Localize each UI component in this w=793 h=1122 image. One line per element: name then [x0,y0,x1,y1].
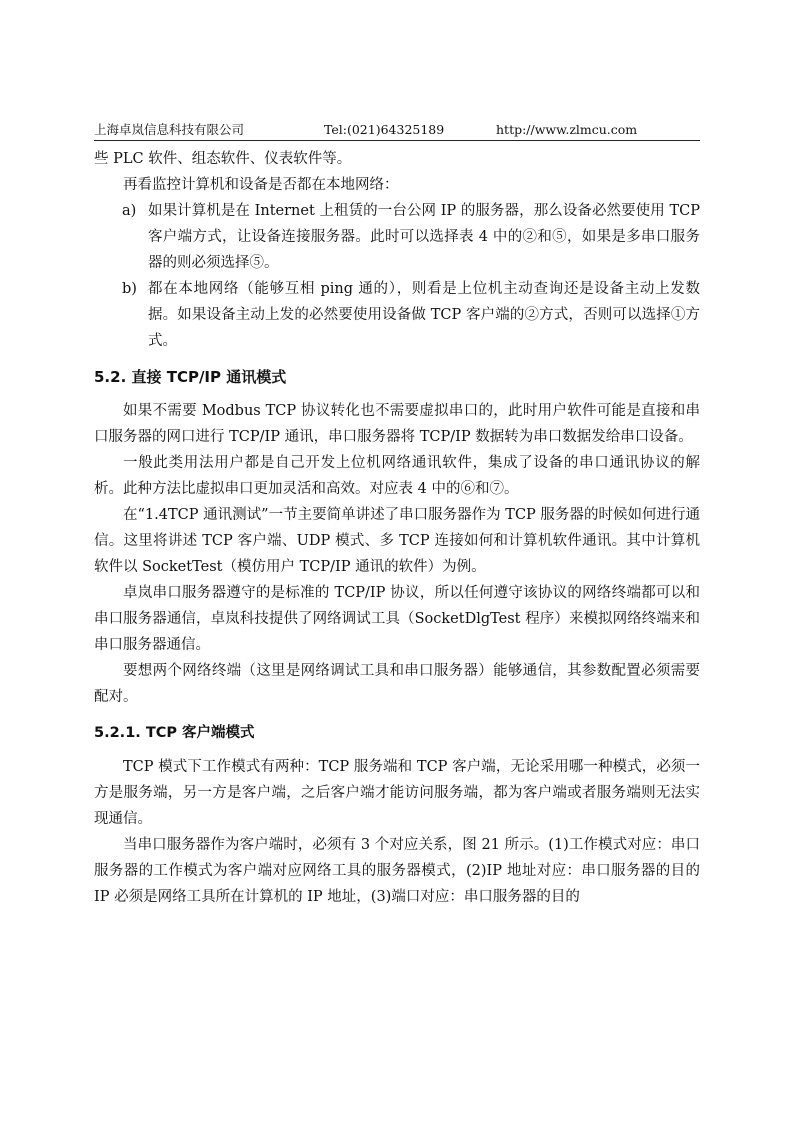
intro-line-2: 再看监控计算机和设备是否都在本地网络： [123,177,399,193]
header-company: 上海卓岚信息科技有限公司 [94,122,245,137]
paragraph: 当串口服务器作为客户端时，必须有 3 个对应关系，图 21 所示。(1)工作模式对应：串口服务器的工作模式为客户端对应网络工具的服务器模式，(2)IP 地址对应：串口服务器的目的 IP 必须是网络工具所在计算机的 IP 地址，(3)端口对应：串口服务器的目的 [94,837,700,905]
list-item-marker: b) [122,281,137,297]
page-header [94,120,700,141]
list-item-marker: a) [122,203,137,219]
list-item-text: 如果计算机是在 Internet 上租赁的一台公网 IP 的服务器，那么设备必然要使用 TCP 客户端方式，让设备连接服务器。此时可以选择表 4 中的②和⑤，如果是多串口服务器的则必须选择⑤。 [148,203,700,271]
paragraph: 卓岚串口服务器遵守的是标准的 TCP/IP 协议，所以任何遵守该协议的网络终端都可以和串口服务器通信，卓岚科技提供了网络调试工具（SocketDlgTest 程序）来模拟网络终端来和串口服务器通信。 [94,585,700,653]
paragraph: 如果不需要 Modbus TCP 协议转化也不需要虚拟串口的，此时用户软件可能是直接和串口服务器的网口进行 TCP/IP 通讯，串口服务器将 TCP/IP 数据转为串口数据发给串口设备。 [94,403,700,445]
paragraph: 在“1.4TCP 通讯测试”一节主要简单讲述了串口服务器作为 TCP 服务器的时候如何进行通信。这里将讲述 TCP 客户端、UDP 模式、多 TCP 连接如何和计算机软件通讯。其中计算机软件以 SocketTest（模仿用户 TCP/IP 通讯的软件）为例。 [94,507,700,575]
paragraph: 一般此类用法用户都是自己开发上位机网络通讯软件，集成了设备的串口通讯协议的解析。此种方法比虚拟串口更加灵活和高效。对应表 4 中的⑥和⑦。 [94,455,700,497]
paragraph: TCP 模式下工作模式有两种：TCP 服务端和 TCP 客户端，无论采用哪一种模式，必须一方是服务端，另一方是客户端，之后客户端才能访问服务端，都为客户端或者服务端则无法实现通信。 [94,759,700,827]
list-item [94,198,700,276]
paragraph: 要想两个网络终端（这里是网络调试工具和串口服务器）能够通信，其参数配置必须需要配对。 [94,663,700,705]
section-heading-5-2: 5.2. 直接 TCP/IP 通讯模式 [94,368,287,386]
header-tel: Tel:(021)64325189 [324,122,445,137]
list-item-text: 都在本地网络（能够互相 ping 通的），则看是上位机主动查询还是设备主动上发数据。如果设备主动上发的必然要使用设备做 TCP 客户端的②方式，否则可以选择①方式。 [148,281,700,349]
document-body [94,146,700,910]
header-url: http://www.zlmcu.com [496,122,638,137]
intro-line-1: 些 PLC 软件、组态软件、仪表软件等。 [94,151,352,167]
list-item [94,276,700,354]
section-heading-5-2-1: 5.2.1. TCP 客户端模式 [94,725,255,741]
